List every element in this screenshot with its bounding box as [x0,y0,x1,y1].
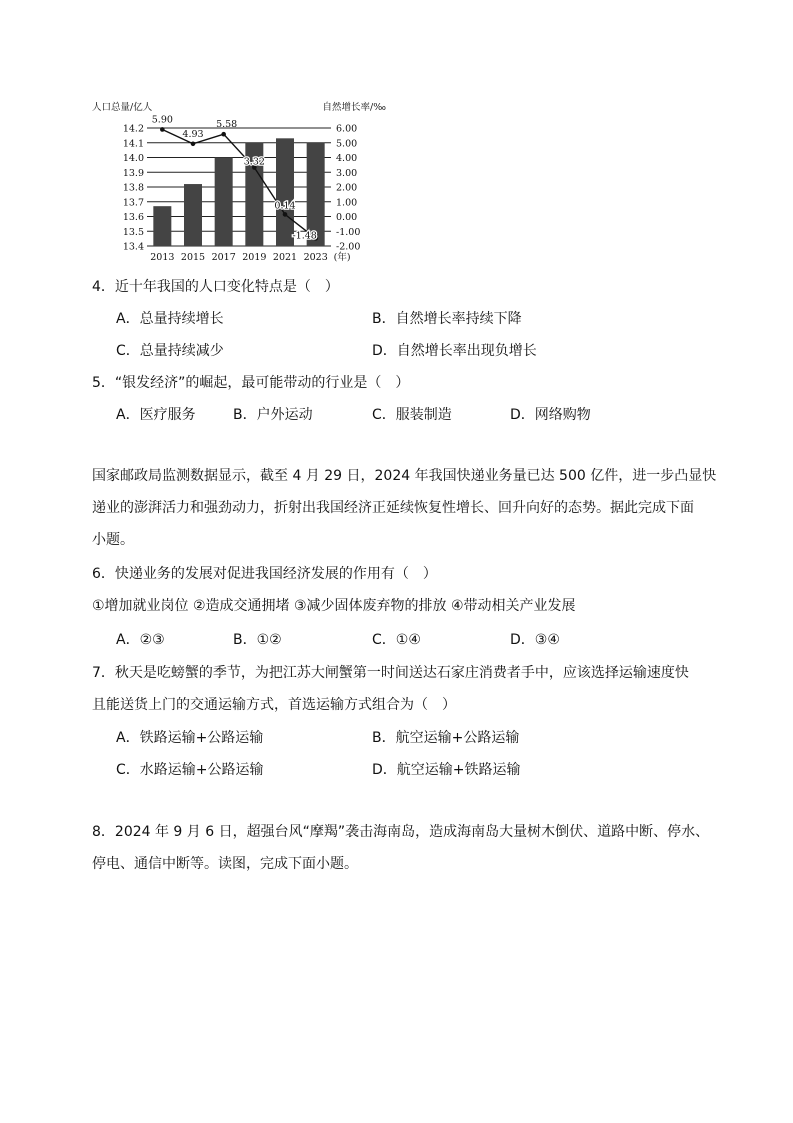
q6-items: ①增加就业岗位 ②造成交通拥堵 ③减少固体废弃物的排放 ④带动相关产业发展 [92,598,576,614]
right-axis-title: 自然增长率/‰ [322,102,386,113]
population-chart [88,98,388,266]
left-tick-label: 13.8 [122,182,144,194]
material-line-2: 递业的澎湃活力和强劲动力，折射出我国经济正延续恢复性增长、回升向好的态势。据此完成下面 [92,500,694,516]
q5-option-a[interactable]: A．医疗服务 [116,407,196,423]
growth-rate-label: 0.14 [274,200,296,212]
growth-rate-label: 5.90 [151,114,173,126]
left-tick-label: 14.1 [122,138,144,150]
right-tick-label: 1.00 [336,197,358,209]
growth-rate-label: 3.32 [243,156,265,168]
x-tick-label: 2021 [272,252,298,263]
q4-option-b[interactable]: B．自然增长率持续下降 [372,311,522,327]
left-tick-label: 13.5 [122,226,144,238]
q4-option-c[interactable]: C．总量持续减少 [116,343,224,359]
q6-option-c[interactable]: C．①④ [372,632,421,648]
right-tick-label: -1.00 [336,226,361,238]
q6-stem: 6．快递业务的发展对促进我国经济发展的作用有（ ） [92,566,437,582]
q7-option-c[interactable]: C．水路运输+公路运输 [116,762,264,778]
q4-option-d[interactable]: D．自然增长率出现负增长 [372,343,537,359]
q6-option-d[interactable]: D．③④ [510,632,560,648]
x-tick-label: 2015 [180,252,206,263]
x-tick-label: 2023 [303,252,328,263]
material-line-3: 小题。 [92,532,134,548]
left-tick-label: 13.6 [122,212,144,223]
q4-option-a[interactable]: A．总量持续增长 [116,311,224,327]
left-tick-label: 13.4 [122,241,144,253]
q7-option-d[interactable]: D．航空运输+铁路运输 [372,762,521,778]
right-tick-label: 2.00 [336,182,358,194]
left-tick-label: 13.9 [122,167,144,179]
right-tick-label: 3.00 [336,167,358,179]
population-bar [153,206,171,246]
q7-option-b[interactable]: B．航空运输+公路运输 [372,730,520,746]
growth-rate-point [221,132,226,137]
q5-option-c[interactable]: C．服装制造 [372,407,452,423]
x-tick-label: 2017 [211,252,236,263]
q8-line-1: 8．2024 年 9 月 6 日，超强台风“摩羯”袭击海南岛，造成海南岛大量树木倒伏、道路中断、停水、 [92,824,710,840]
q6-option-b[interactable]: B．①② [233,632,282,648]
q7-stem-line-2: 且能送货上门的交通运输方式，首选运输方式组合为（ ） [92,697,456,713]
q4-stem: 4．近十年我国的人口变化特点是（ ） [92,279,339,295]
q5-option-d[interactable]: D．网络购物 [510,407,591,423]
growth-rate-point [283,212,288,217]
x-tick-label: 2013 [150,252,175,263]
population-bar [215,158,233,247]
q5-option-b[interactable]: B．户外运动 [233,407,313,423]
growth-rate-point [191,141,196,146]
right-tick-label: -2.00 [336,241,361,253]
x-tick-label: 2019 [242,252,267,263]
q7-option-a[interactable]: A．铁路运输+公路运输 [116,730,264,746]
left-tick-label: 13.7 [122,197,144,209]
growth-rate-label: 4.93 [182,128,204,140]
population-bar [276,138,294,246]
q6-option-a[interactable]: A．②③ [116,632,165,648]
left-axis-title: 人口总量/亿人 [92,102,153,113]
right-tick-label: 4.00 [336,153,358,164]
right-tick-label: 6.00 [336,123,358,135]
material-line-1: 国家邮政局监测数据显示，截至 4 月 29 日，2024 年我国快递业务量已达 500 亿件，进一步凸显快 [92,468,717,484]
q7-stem-line-1: 7．秋天是吃螃蟹的季节，为把江苏大闸蟹第一时间送达石家庄消费者手中，应该选择运输速度快 [92,665,689,681]
q5-stem: 5．“银发经济”的崛起，最可能带动的行业是（ ） [92,375,410,391]
q8-line-2: 停电、通信中断等。读图，完成下面小题。 [92,856,358,872]
growth-rate-point [160,127,165,132]
left-tick-label: 14.0 [122,153,144,164]
population-bar [184,184,202,246]
growth-rate-label: 5.58 [216,119,238,131]
right-tick-label: 0.00 [336,212,358,223]
right-tick-label: 5.00 [336,138,358,150]
chart-svg [88,98,388,266]
growth-rate-label: -1.48 [292,230,317,242]
left-tick-label: 14.2 [122,123,144,135]
x-axis-unit: (年) [333,252,351,263]
